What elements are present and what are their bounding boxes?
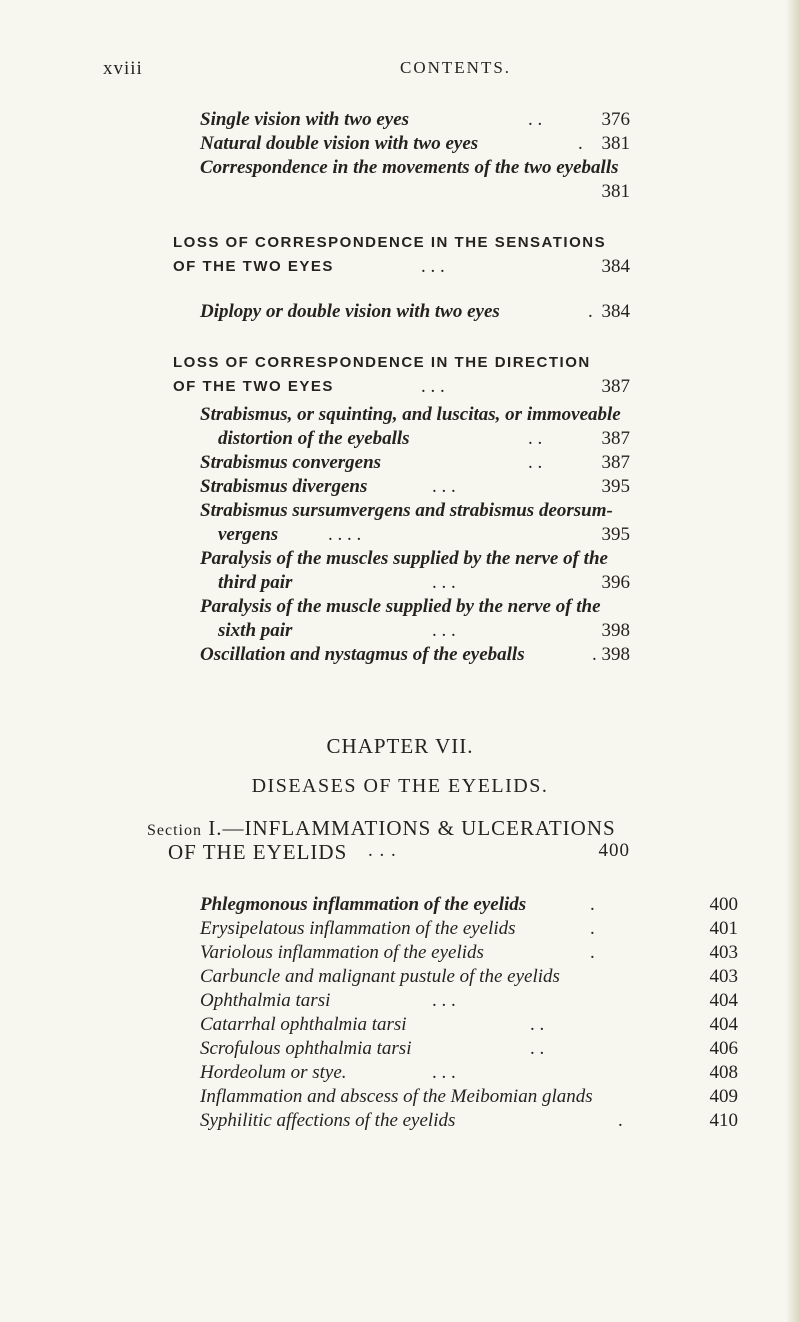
- toc-entry-page-line: [200, 180, 630, 204]
- toc-entry-text: Oscillation and nystagmus of the eyeballs: [200, 644, 525, 665]
- toc-page: 387: [601, 452, 630, 473]
- toc-entry-text: third pair: [218, 572, 293, 593]
- section-title: I.—INFLAMMATIONS & ULCERATIONS: [208, 816, 616, 840]
- toc-page: 381: [601, 133, 630, 154]
- toc-entry: [200, 547, 760, 571]
- toc-entry: [200, 108, 630, 132]
- toc-page: 403: [709, 966, 738, 987]
- toc-entry-text: sixth pair: [218, 620, 293, 641]
- toc-entry-text: Hordeolum or stye.: [200, 1062, 347, 1083]
- toc-heading: [173, 375, 630, 399]
- toc-entry: [200, 965, 738, 989]
- toc-page: 396: [601, 572, 630, 593]
- toc-entry: [200, 917, 738, 941]
- toc-entry: [200, 1109, 738, 1133]
- toc-page: 408: [709, 1062, 738, 1083]
- toc-leader: .: [590, 942, 595, 963]
- toc-entry-continued: [218, 571, 630, 595]
- toc-entry: [200, 1013, 738, 1037]
- toc-entry-text: Scrofulous ophthalmia tarsi: [200, 1038, 412, 1059]
- toc-page: 384: [601, 301, 630, 322]
- toc-heading-text: OF THE TWO EYES: [173, 258, 334, 275]
- toc-leader: .: [592, 644, 597, 665]
- toc-leader: . . .: [432, 476, 456, 497]
- toc-entry-text: Erysipelatous inflammation of the eyelids: [200, 918, 516, 939]
- toc-leader: .: [590, 918, 595, 939]
- toc-heading-text: OF THE TWO EYES: [173, 378, 334, 395]
- chapter-subtitle: DISEASES OF THE EYELIDS.: [251, 775, 549, 797]
- toc-page: 384: [601, 256, 630, 277]
- toc-leader: .: [578, 133, 583, 154]
- toc-entry-text: Catarrhal ophthalmia tarsi: [200, 1014, 407, 1035]
- toc-entry-continued: [218, 619, 630, 643]
- toc-leader: . .: [530, 1038, 545, 1059]
- toc-heading: [173, 255, 630, 279]
- toc-entry: [200, 403, 760, 427]
- section-heading: [168, 840, 630, 866]
- toc-leader: .: [590, 894, 595, 915]
- toc-leader: . .: [528, 109, 543, 130]
- toc-entry-text: Variolous inflammation of the eyelids: [200, 942, 484, 963]
- section-title: OF THE EYELIDS: [168, 840, 348, 864]
- toc-page: 395: [601, 476, 630, 497]
- toc-entry: [200, 595, 760, 619]
- toc-entry-text: Ophthalmia tarsi: [200, 990, 331, 1011]
- toc-heading-text: LOSS OF CORRESPONDENCE IN THE SENSATIONS: [173, 234, 607, 251]
- toc-entry-text: Natural double vision with two eyes: [200, 133, 479, 154]
- toc-page: 410: [709, 1110, 738, 1131]
- toc-heading-text: LOSS OF CORRESPONDENCE IN THE DIRECTION: [173, 354, 591, 371]
- running-title: CONTENTS.: [400, 58, 512, 77]
- toc-entry: [200, 451, 630, 475]
- toc-entry-text: distortion of the eyeballs: [218, 428, 410, 449]
- toc-entry: [200, 475, 630, 499]
- toc-leader: . . .: [432, 1062, 456, 1083]
- toc-entry: [200, 156, 760, 180]
- toc-leader: . .: [528, 452, 543, 473]
- toc-leader: . .: [528, 428, 543, 449]
- section-label: Section: [147, 822, 202, 839]
- toc-page: 387: [601, 428, 630, 449]
- toc-page: 409: [709, 1086, 738, 1107]
- toc-page: 395: [601, 524, 630, 545]
- toc-entry-text: Correspondence in the movements of the two eyeballs: [200, 157, 619, 178]
- toc-entry: [200, 643, 630, 667]
- page-edge-shadow: [786, 0, 800, 1322]
- toc-entry: [200, 1037, 738, 1061]
- toc-page: 406: [709, 1038, 738, 1059]
- toc-heading: [173, 351, 633, 375]
- toc-entry: [200, 893, 738, 917]
- toc-heading: [173, 231, 633, 255]
- toc-page: 401: [709, 918, 738, 939]
- toc-page: 404: [709, 1014, 738, 1035]
- page-number: xviii: [103, 58, 143, 79]
- toc-page: 404: [709, 990, 738, 1011]
- toc-entry-text: Strabismus divergens: [200, 476, 368, 497]
- toc-page: 376: [601, 109, 630, 130]
- toc-entry: [200, 499, 760, 523]
- toc-leader: . . .: [432, 572, 456, 593]
- toc-entry-text: Paralysis of the muscles supplied by the nerve of the: [200, 548, 608, 569]
- toc-entry-text: Single vision with two eyes: [200, 109, 410, 130]
- toc-leader: .: [618, 1110, 623, 1131]
- toc-leader: . . .: [432, 990, 456, 1011]
- toc-entry-text: Paralysis of the muscle supplied by the nerve of the: [200, 596, 601, 617]
- section-heading: [147, 816, 667, 841]
- running-header: [0, 58, 800, 82]
- toc-entry-text: vergens: [218, 524, 279, 545]
- toc-entry-text: Strabismus, or squinting, and luscitas, or immoveable: [200, 404, 621, 425]
- toc-leader: . . .: [368, 840, 397, 861]
- toc-entry: [200, 1085, 738, 1109]
- toc-entry-text: Strabismus convergens: [200, 452, 382, 473]
- toc-page: 381: [601, 181, 630, 202]
- toc-entry-text: Phlegmonous inflammation of the eyelids: [200, 894, 527, 915]
- toc-page: 387: [601, 376, 630, 397]
- toc-page: 400: [709, 894, 738, 915]
- toc-entry-text: Inflammation and abscess of the Meibomian glands: [200, 1086, 593, 1107]
- toc-entry: [200, 941, 738, 965]
- toc-leader: . . .: [421, 376, 445, 397]
- toc-entry-text: Syphilitic affections of the eyelids: [200, 1110, 456, 1131]
- toc-entry: [200, 1061, 738, 1085]
- toc-leader: . . . .: [328, 524, 362, 545]
- toc-entry: [200, 989, 738, 1013]
- toc-page: 398: [601, 644, 630, 665]
- toc-entry-text: Diplopy or double vision with two eyes: [200, 301, 500, 322]
- toc-entry-text: Strabismus sursumvergens and strabismus deorsum-: [200, 500, 613, 521]
- toc-entry: [200, 300, 630, 324]
- toc-page: 400: [598, 840, 630, 861]
- toc-leader: . . .: [421, 256, 445, 277]
- toc-entry: [200, 132, 630, 156]
- toc-page: 398: [601, 620, 630, 641]
- toc-entry-text: Carbuncle and malignant pustule of the eyelids: [200, 966, 560, 987]
- toc-page: 403: [709, 942, 738, 963]
- toc-leader: .: [588, 301, 593, 322]
- toc-entry-continued: [218, 523, 630, 547]
- toc-leader: . .: [530, 1014, 545, 1035]
- toc-leader: . . .: [432, 620, 456, 641]
- toc-entry-continued: [218, 427, 630, 451]
- chapter-title: CHAPTER VII.: [326, 734, 474, 758]
